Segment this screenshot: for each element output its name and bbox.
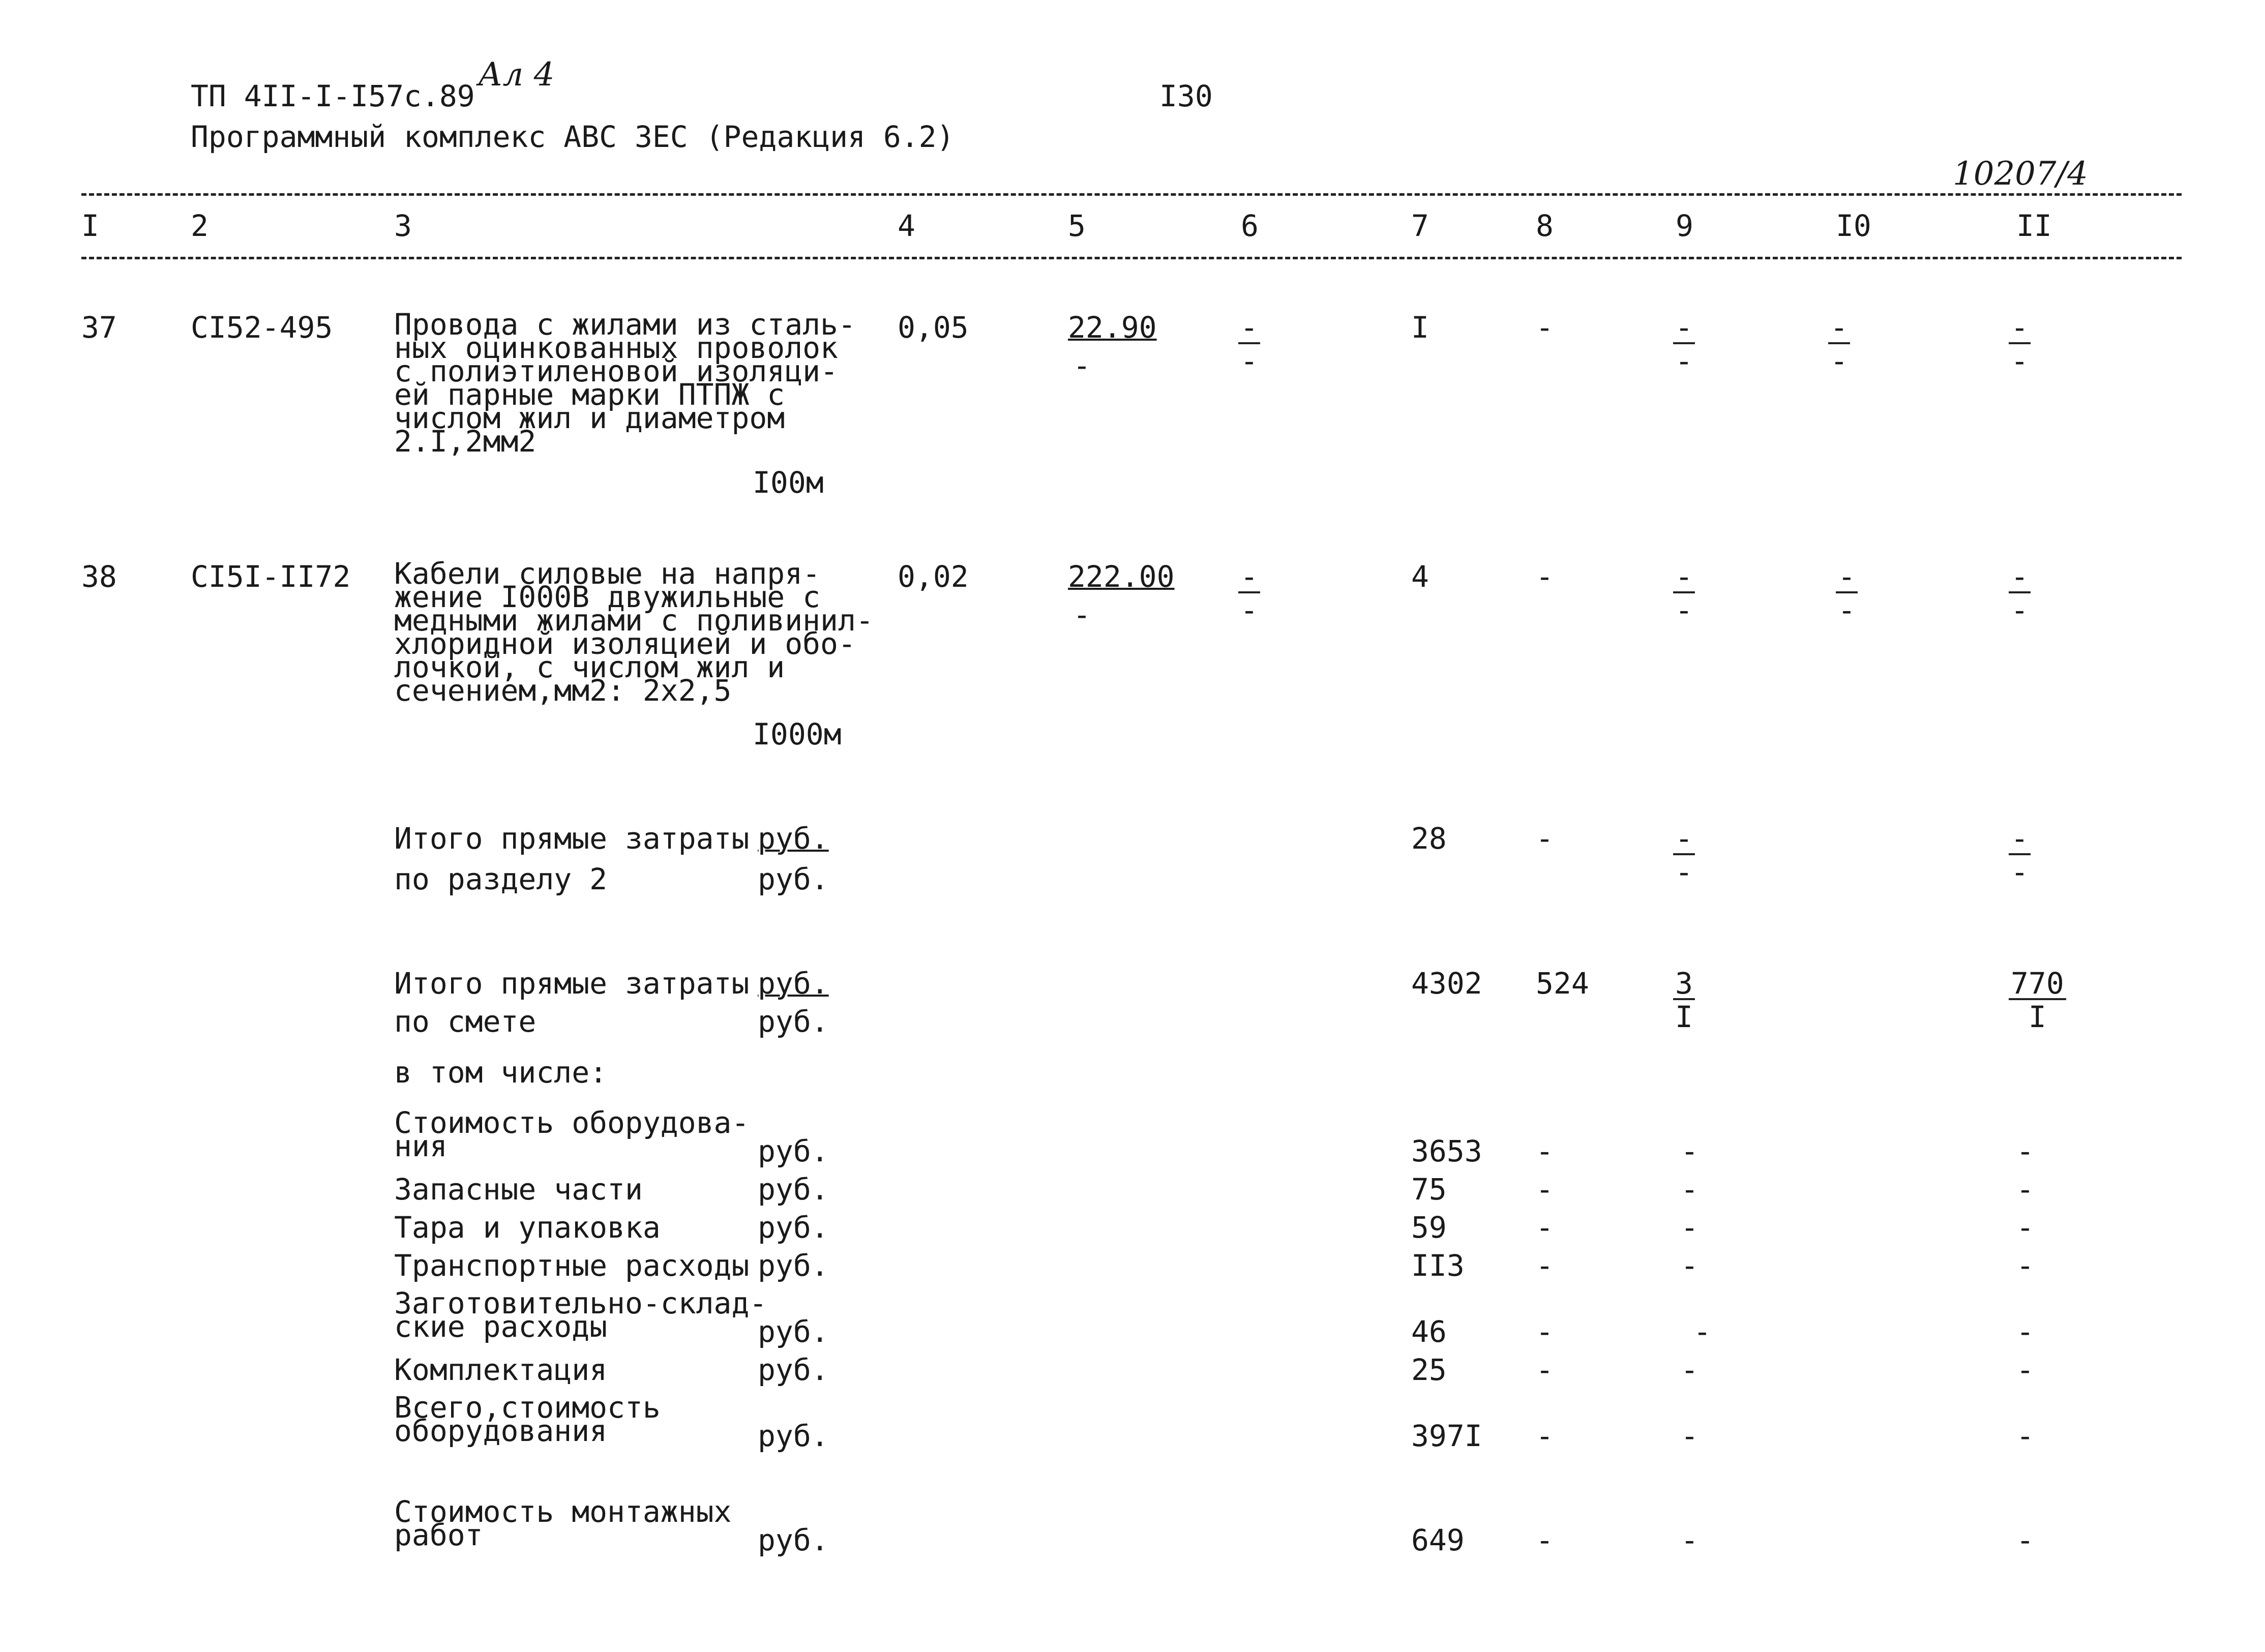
- col-header-5: 5: [1068, 208, 1086, 243]
- cell-col6: - -: [1238, 562, 1260, 625]
- col-header-1: I: [81, 208, 99, 243]
- breakdown-col9: -: [1681, 1523, 1698, 1557]
- breakdown-col11: -: [2016, 1248, 2034, 1283]
- breakdown-col9: -: [1681, 1353, 1698, 1387]
- breakdown-col7: 25: [1411, 1353, 1447, 1387]
- breakdown-unit: руб.: [758, 1419, 829, 1453]
- breakdown-col11: -: [2016, 1523, 2034, 1557]
- breakdown-col8: -: [1536, 1419, 1554, 1453]
- breakdown-col8: -: [1536, 1134, 1554, 1168]
- breakdown-col7: 3653: [1411, 1134, 1482, 1168]
- estimate-total-col11: $\frac{770}{I}$: [2009, 969, 2066, 1032]
- breakdown-col9: -: [1681, 1172, 1698, 1207]
- breakdown-col8: -: [1536, 1314, 1554, 1349]
- col-header-2: 2: [191, 208, 208, 243]
- total-col9: - -: [1673, 824, 1695, 887]
- breakdown-col11: -: [2016, 1353, 2034, 1387]
- total-col8: -: [1536, 821, 1554, 856]
- breakdown-label: Тара и упаковка: [394, 1210, 661, 1245]
- cell-col11: - -: [2009, 562, 2031, 625]
- cell-col7: 4: [1411, 559, 1429, 594]
- col-header-3: 3: [394, 208, 412, 243]
- item-quantity: 0,05: [898, 310, 969, 345]
- breakdown-label: Стоимость оборудова- ния: [394, 1105, 750, 1163]
- breakdown-unit: руб.: [758, 1248, 829, 1283]
- breakdown-col7: 649: [1411, 1523, 1465, 1557]
- total-col7: 28: [1411, 821, 1447, 856]
- cell-col10: - -: [1836, 562, 1858, 625]
- breakdown-label: Всего,стоимость оборудования: [394, 1390, 661, 1448]
- total-label-secondary: по разделу 2: [394, 862, 608, 896]
- breakdown-col8: -: [1536, 1172, 1554, 1207]
- estimate-total-label-secondary: по смете: [394, 1004, 537, 1039]
- breakdown-col9: -: [1681, 1419, 1698, 1453]
- breakdown-label: Комплектация: [394, 1353, 608, 1387]
- breakdown-unit: руб.: [758, 1134, 829, 1168]
- cell-col9: - -: [1673, 313, 1695, 376]
- header-rule-top: [81, 193, 2182, 196]
- breakdown-col7: 397I: [1411, 1419, 1482, 1453]
- col-header-7: 7: [1411, 208, 1429, 243]
- breakdown-col9: -: [1681, 1134, 1698, 1168]
- breakdown-col8: -: [1536, 1248, 1554, 1283]
- breakdown-unit: руб.: [758, 1523, 829, 1557]
- breakdown-col8: -: [1536, 1210, 1554, 1245]
- handwritten-mark: Ал 4: [478, 56, 555, 94]
- col-header-9: 9: [1676, 208, 1693, 243]
- item-description: Провода с жилами из сталь- ных оцинкованных проволок с полиэтиленовой изоляци- ей парные марки ПТПЖ с числом жил и диаметром 2.I,2мм2: [394, 307, 856, 459]
- breakdown-col11: -: [2016, 1134, 2034, 1168]
- item-code: CI52-495: [191, 310, 333, 345]
- header-rule-bottom: [81, 257, 2182, 259]
- cell-col7: I: [1411, 310, 1429, 345]
- breakdown-col9: -: [1681, 1210, 1698, 1245]
- col-header-11: II: [2016, 208, 2052, 243]
- item-price: 22.90: [1068, 310, 1157, 345]
- item-price: 222.00: [1068, 559, 1175, 594]
- row-number: 37: [81, 310, 117, 345]
- item-code: CI5I-II72: [191, 559, 351, 594]
- breakdown-col11: -: [2016, 1210, 2034, 1245]
- item-quantity: 0,02: [898, 559, 969, 594]
- cell-col8: -: [1536, 310, 1554, 345]
- breakdown-label: Запасные части: [394, 1172, 643, 1207]
- col-header-4: 4: [898, 208, 915, 243]
- breakdown-col7: II3: [1411, 1248, 1465, 1283]
- breakdown-col9: -: [1693, 1314, 1711, 1349]
- cell-col10: - -: [1828, 313, 1850, 376]
- sheet-reference: 10207/4: [1953, 155, 2088, 193]
- col-header-10: I0: [1836, 208, 1871, 243]
- col-header-6: 6: [1241, 208, 1259, 243]
- estimate-total-col7: 4302: [1411, 966, 1482, 1001]
- including-label: в том числе:: [394, 1055, 608, 1090]
- page-number: I30: [1159, 79, 1213, 113]
- cell-col11: - -: [2009, 313, 2031, 376]
- item-unit: I000м: [753, 717, 842, 752]
- estimate-total-label: Итого прямые затраты: [394, 966, 750, 1001]
- item-price-secondary: -: [1073, 348, 1091, 383]
- breakdown-col11: -: [2016, 1419, 2034, 1453]
- estimate-total-unit-secondary: руб.: [758, 1004, 829, 1039]
- breakdown-col9: -: [1681, 1248, 1698, 1283]
- estimate-total-unit: руб.: [758, 966, 829, 1001]
- breakdown-col7: 46: [1411, 1314, 1447, 1349]
- cell-col8: -: [1536, 559, 1554, 594]
- breakdown-label: Транспортные расходы: [394, 1248, 750, 1283]
- breakdown-label: Заготовительно-склад- ские расходы: [394, 1286, 767, 1344]
- program-title: Программный комплекс АВС 3ЕС (Редакция 6.2): [191, 119, 955, 154]
- document-code: ТП 4II-I-I57с.89: [191, 79, 475, 113]
- item-description: Кабели силовые на напря- жение I000В двужильные с медными жилами с поливинил- хлоридной изоляцией и обо- лочкой, с числом жил и сечением,мм2: 2х2,5: [394, 556, 874, 708]
- breakdown-unit: руб.: [758, 1314, 829, 1349]
- estimate-total-col8: 524: [1536, 966, 1589, 1001]
- row-number: 38: [81, 559, 117, 594]
- breakdown-col11: -: [2016, 1172, 2034, 1207]
- cell-col9: - -: [1673, 562, 1695, 625]
- total-col11: - -: [2009, 824, 2031, 887]
- breakdown-col11: -: [2016, 1314, 2034, 1349]
- breakdown-unit: руб.: [758, 1353, 829, 1387]
- item-unit: I00м: [753, 465, 824, 500]
- breakdown-col7: 75: [1411, 1172, 1447, 1207]
- estimate-total-col9: $\frac{3}{I}$: [1673, 969, 1695, 1032]
- breakdown-col7: 59: [1411, 1210, 1447, 1245]
- total-unit-secondary: руб.: [758, 862, 829, 896]
- col-header-8: 8: [1536, 208, 1554, 243]
- breakdown-col8: -: [1536, 1523, 1554, 1557]
- breakdown-label: Стоимость монтажных работ: [394, 1494, 732, 1552]
- total-unit: руб.: [758, 821, 829, 856]
- total-label: Итого прямые затраты: [394, 821, 750, 856]
- breakdown-unit: руб.: [758, 1172, 829, 1207]
- breakdown-unit: руб.: [758, 1210, 829, 1245]
- breakdown-col8: -: [1536, 1353, 1554, 1387]
- cell-col6: - -: [1238, 313, 1260, 376]
- item-price-secondary: -: [1073, 597, 1091, 632]
